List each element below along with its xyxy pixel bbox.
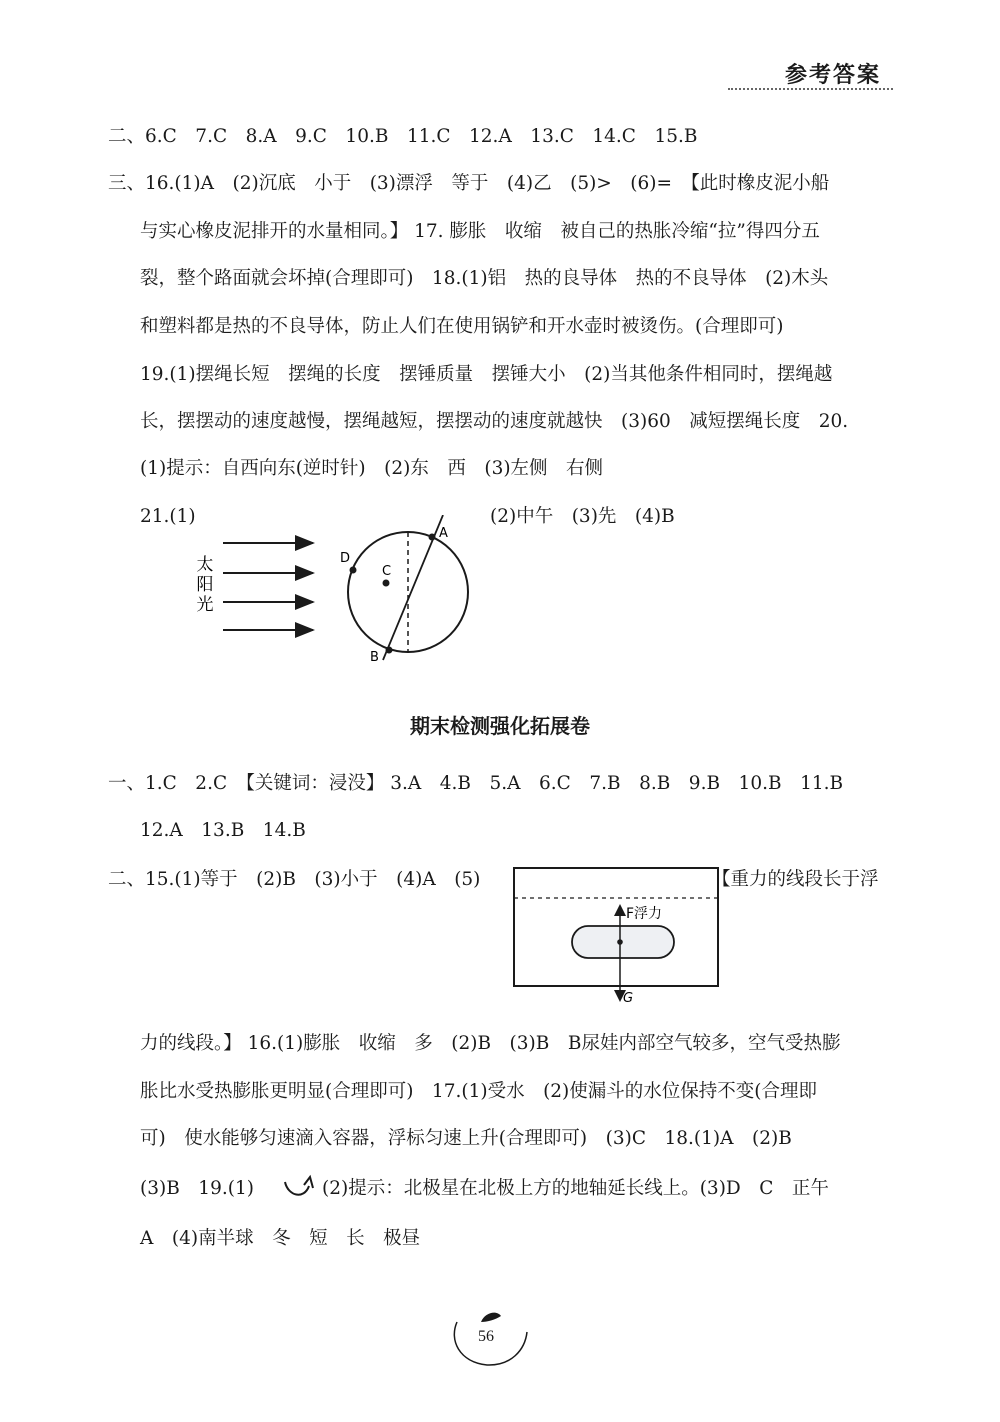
point-c-dot	[383, 580, 390, 587]
section3-line-2: 与实心橡皮泥排开的水量相同。】 17. 膨胀 收缩 被自己的热胀冷缩“拉”得四分五	[140, 221, 820, 242]
sun-label-char: 太	[196, 555, 214, 575]
section3-line-5: 19.(1)摆绳长短 摆绳的长度 摆锤质量 摆锤大小 (2)当其他条件相同时，摆绳越	[140, 364, 833, 385]
header-divider	[728, 88, 893, 90]
final-section2-line-3: 可) 使水能够匀速滴入容器，浮标匀速上升(合理即可) (3)C 18.(1)A (2)B	[140, 1128, 792, 1149]
section3-line-7: (1)提示：自西向东(逆时针) (2)东 西 (3)左侧 右侧	[140, 458, 604, 479]
section2-answers: 二、6.C 7.C 8.A 9.C 10.B 11.C 12.A 13.C 14.C 15.B	[108, 126, 698, 147]
q21-label: 21.(1)	[140, 506, 196, 527]
point-b-dot	[386, 647, 393, 654]
final-section2-line-2: 胀比水受热膨胀更明显(合理即可) 17.(1)受水 (2)使漏斗的水位保持不变(合理即	[140, 1081, 817, 1102]
final-section1-line-1: 一、1.C 2.C 【关键词：浸没】 3.A 4.B 5.A 6.C 7.B 8.B 9.B 10.B 11.B	[108, 773, 844, 794]
earth-sunlight-diagram	[185, 515, 485, 675]
point-c-label: C	[382, 564, 392, 579]
point-b-label: B	[370, 650, 379, 665]
sun-label-char: 阳	[196, 575, 214, 595]
last-answer-line: A (4)南半球 冬 短 长 极昼	[140, 1228, 421, 1249]
final-section1-line-2: 12.A 13.B 14.B	[140, 820, 306, 841]
point-a-dot	[429, 534, 436, 541]
point-d-label: D	[340, 551, 351, 566]
rotation-direction-icon	[282, 1174, 316, 1204]
section3-line-4: 和塑料都是热的不良导体，防止人们在使用锅铲和开水壶时被烫伤。(合理即可)	[140, 316, 784, 337]
final-section2-line-1: 力的线段。】 16.(1)膨胀 收缩 多 (2)B (3)B B尿娃内部空气较多，空气受热膨	[140, 1033, 841, 1054]
gravity-label: G	[623, 991, 634, 1006]
buoyancy-diagram	[510, 866, 722, 1006]
page-number: 56	[478, 1328, 494, 1345]
q15-answers: 二、15.(1)等于 (2)B (3)小于 (4)A (5)	[108, 869, 481, 890]
section-title: 期末检测强化拓展卷	[410, 714, 590, 738]
q19-rest: (2)提示：北极星在北极上方的地轴延长线上。(3)D C 正午	[322, 1178, 829, 1199]
submerged-object	[572, 926, 674, 958]
point-d-dot	[350, 567, 357, 574]
section3-line-1: 三、16.(1)A (2)沉底 小于 (3)漂浮 等于 (4)乙 (5)> (6)= 【此时橡皮泥小船	[108, 173, 830, 194]
q19-start: (3)B 19.(1)	[140, 1178, 254, 1199]
buoyancy-label: F浮力	[626, 906, 663, 922]
page-header-title: 参考答案	[785, 63, 882, 88]
point-a-label: A	[439, 526, 448, 541]
section3-line-3: 裂，整个路面就会坏掉(合理即可) 18.(1)铝 热的良导体 热的不良导体 (2)木头	[140, 268, 829, 289]
q15-note: 【重力的线段长于浮	[712, 869, 879, 890]
q21-answers: (2)中午 (3)先 (4)B	[490, 506, 675, 527]
center-of-mass-dot	[617, 939, 623, 945]
sun-label-char: 光	[196, 595, 214, 615]
section3-line-6: 长，摆摆动的速度越慢，摆绳越短，摆摆动的速度就越快 (3)60 减短摆绳长度 20.	[140, 411, 849, 432]
